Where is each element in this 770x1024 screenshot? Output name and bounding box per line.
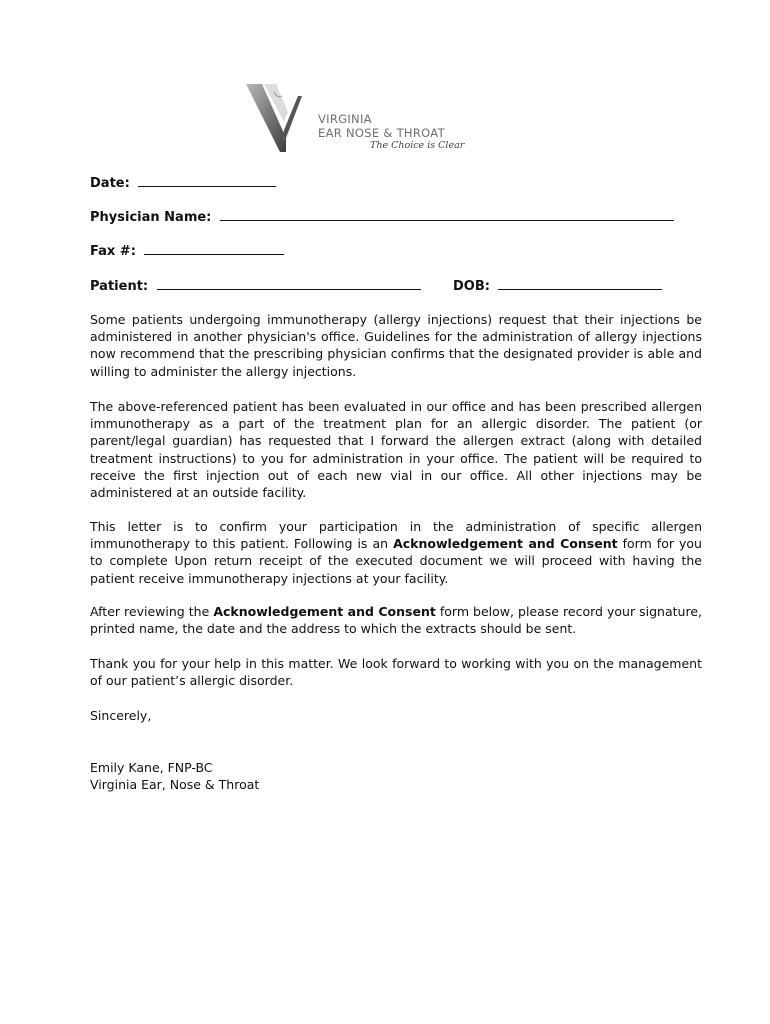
fax-label: Fax #: (90, 244, 136, 259)
paragraph-intro: Some patients undergoing immunotherapy (allergy injections) request that their injections be administered in another physician's office. Guidelines for the administration of allergy injections now recommend that the prescribing physician confirms that the designated provider is able and willing to administer the allergy injections. (90, 312, 702, 379)
logo-text-line2: EAR NOSE & THROAT (318, 126, 445, 140)
paragraph-confirmation-text-1: This letter is to confirm your participation in the administration of specific allergen immunotherapy to this patient. Following is an (90, 519, 702, 552)
closing-text: Sincerely, (90, 708, 152, 723)
date-field (90, 174, 276, 191)
paragraph-confirmation-text-2: form for you to complete Upon return receipt of the executed document we will proceed with having the patient receive immunotherapy injections at your facility. (90, 536, 702, 586)
paragraph-confirmation-bold: Acknowledgement and Consent (393, 536, 618, 552)
dob-blank-line[interactable] (498, 277, 662, 290)
patient-blank-line[interactable] (157, 277, 421, 290)
paragraph-instructions-bold: Acknowledgement and Consent (213, 604, 436, 619)
fax-blank-line[interactable] (144, 242, 284, 255)
patient-field (90, 277, 421, 294)
date-blank-line[interactable] (138, 174, 276, 187)
company-logo (246, 82, 466, 156)
patient-label: Patient: (90, 279, 149, 294)
physician-name-label: Physician Name: (90, 210, 212, 225)
paragraph-thanks: Thank you for your help in this matter. We look forward to working with you on the management of our patient’s allergic disorder. (90, 656, 702, 689)
logo-text-line1: VIRGINIA (318, 112, 372, 126)
paragraph-instructions-text-1: After reviewing the (90, 604, 214, 619)
physician-name-blank-line[interactable] (220, 208, 674, 221)
signature-name: Emily Kane, FNP-BC (90, 760, 213, 775)
dob-label: DOB: (453, 279, 490, 294)
paragraph-instructions-text-2: form below, please record your signature, printed name, the date and the address to which the extracts should be sent. (90, 604, 702, 637)
logo-tagline: The Choice is Clear (370, 140, 465, 151)
signature-organization: Virginia Ear, Nose & Throat (90, 777, 260, 792)
fax-field (90, 242, 284, 259)
date-label: Date: (90, 176, 130, 191)
v-logo-mark-icon (246, 82, 302, 154)
dob-field (453, 277, 662, 294)
paragraph-evaluation: The above-referenced patient has been evaluated in our office and has been prescribed allergen immunotherapy as a part of the treatment plan for an allergic disorder. The patient (or parent/legal guardian) has requested that I forward the allergen extract (along with detailed treatment instructions) to you for administration in your office. The patient will be required to receive the first injection out of each new vial in our office. All other injections may be administered at an outside facility. (90, 399, 702, 501)
physician-name-field (90, 208, 674, 225)
paragraph-confirmation (90, 518, 702, 587)
paragraph-instructions (90, 603, 702, 637)
